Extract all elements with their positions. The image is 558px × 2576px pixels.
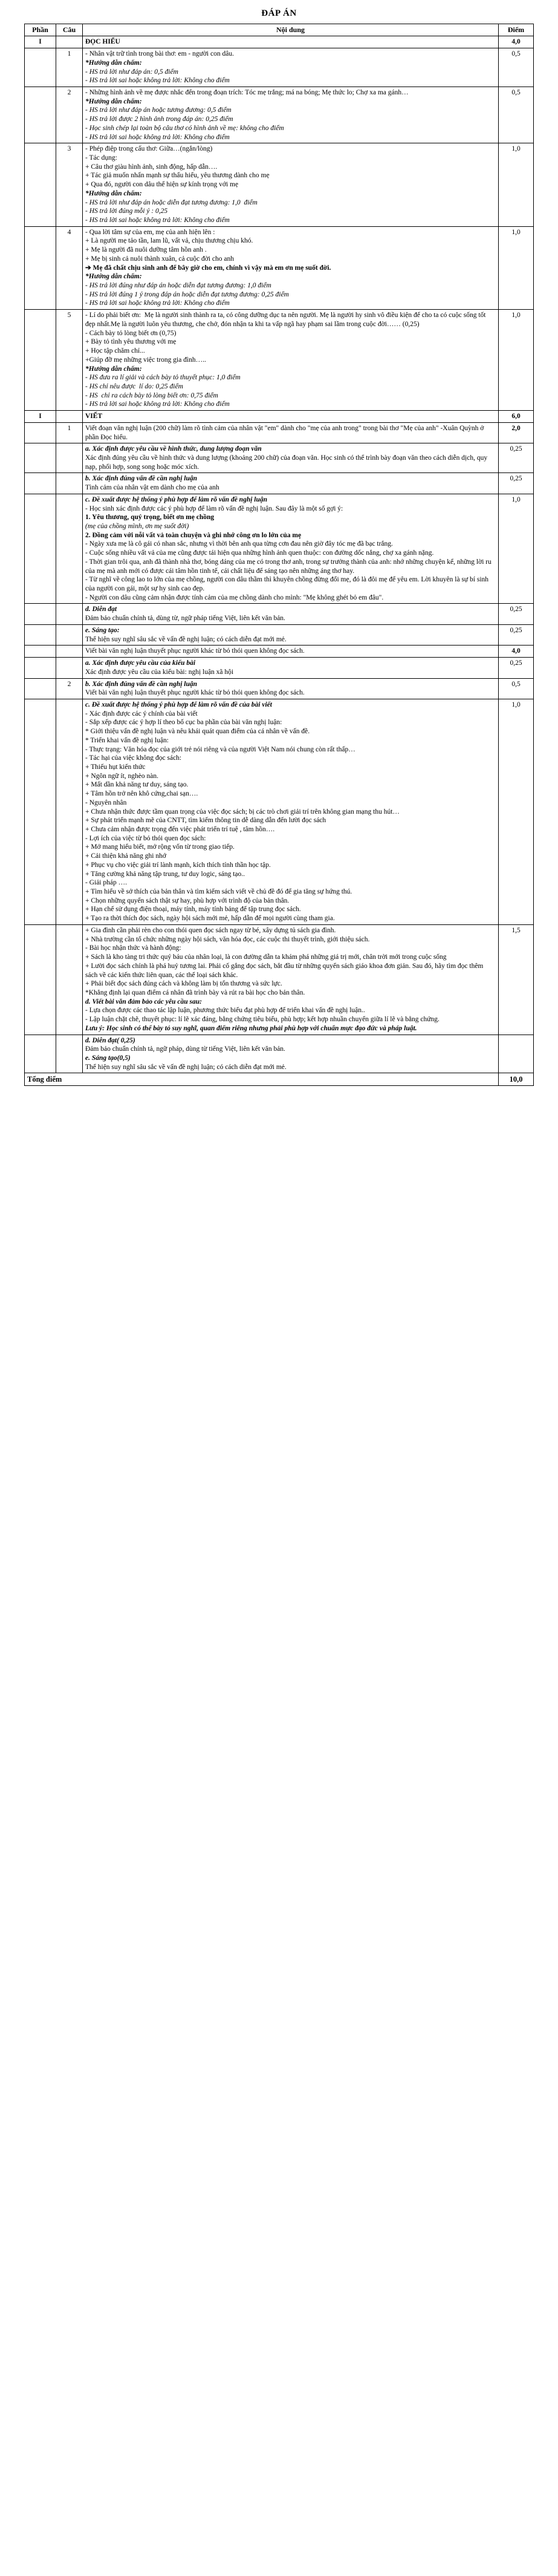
cau-blank [56,473,83,494]
part-blank [25,604,56,624]
section-score-viet: 6,0 [499,411,534,423]
cau1-item-b: b. Xác định đúng vấn đề cần nghị luận Tình cảm của nhân vật em dành cho mẹ của anh [83,473,499,494]
total-label: Tổng điểm [25,1073,499,1086]
part-blank [25,87,56,143]
cau1-item-e: e. Sáng tạo: Thể hiện suy nghĩ sâu sắc về vấn đề nghị luận; có cách diễn đạt mới mẻ. [83,624,499,645]
part-blank [25,310,56,411]
cau1-item-a: a. Xác định được yêu cầu về hình thức, dung lượng đoạn văn Xác định đúng yêu cầu về hình thức và dung lượng (khoảng 200 chữ) của đoạn văn. Học sinh có thể trình bày đoạn văn theo cách diễn dịch, quy nạp, phối hợp, song song hoặc móc xích. [83,443,499,473]
part-blank [25,924,56,1035]
cau-number: 5 [56,310,83,411]
cau-number: 1 [56,422,83,443]
cau2-item-a-score: 0,25 [499,658,534,678]
part-label-1: I [25,36,56,48]
cau2-intro: Viết bài văn nghị luận thuyết phục người khác từ bỏ thói quen không đọc sách. [83,646,499,658]
table-row [25,36,534,48]
cau2-item-d2: d. Diễn đạt( 0,25) Đảm bảo chuẩn chính tả, ngữ pháp, dùng từ tiếng Việt, liên kết văn bản. e. Sáng tạo(0,5) Thể hiện suy nghĩ sâu sắc về vấn đề nghị luận; có cách diễn đạt mới mẻ. [83,1035,499,1073]
table-row [25,624,534,645]
cau-content: - Qua lời tâm sự của em, mẹ của anh hiện lên : + Là người mẹ tảo tần, lam lũ, vất vả, chịu thương chịu khó. + Mẹ là người đã nuôi dưỡng tâm hồn anh . + Mẹ bị sinh cả nuôi thành xuân, cả cuộc đời cho anh ➔ Mẹ đã chất chịu sinh anh để bây giờ cho em, chính vì vậy mà em ơn mẹ suốt đời. *Hướng dẫn chấm: - HS trả lời đúng như đáp án hoặc diễn đạt tương đương: 1,0 điểm - HS trả lời đúng 1 ý trong đáp án hoặc diễn đạt tương đương: 0,25 điểm - HS trả lời sai hoặc không trả lời: Không cho điểm [83,226,499,309]
table-row [25,310,534,411]
part-blank [25,678,56,699]
part-blank [25,646,56,658]
table-header-row [25,24,534,36]
part-blank [25,494,56,604]
cau-content: - Nhân vật trữ tình trong bài thơ: em - người con dâu. *Hướng dẫn chấm: - HS trả lời như đáp án: 0,5 điểm - HS trả lời sai hoặc không trả lời: Không cho điểm [83,48,499,87]
cau-score: 0,5 [499,87,534,143]
cau1-item-d: d. Diễn đạt Đảm bảo chuẩn chính tả, dùng từ, ngữ pháp tiếng Việt, liên kết văn bản. [83,604,499,624]
cau-empty-1 [56,36,83,48]
cau2-item-c-score: 1,0 [499,699,534,924]
cau1-item-d-score: 0,25 [499,604,534,624]
cau-number: 2 [56,87,83,143]
cau-blank [56,699,83,924]
part-blank [25,443,56,473]
table-row [25,226,534,309]
cau-number: 3 [56,143,83,226]
cau2-item-b-score: 0,5 [499,678,534,699]
cau-blank [56,624,83,645]
page-title: ĐÁP ÁN [261,8,297,18]
cau-blank [56,604,83,624]
cau-blank [56,443,83,473]
table-row [25,443,534,473]
part-blank [25,1035,56,1073]
part-blank [25,473,56,494]
table-row [25,473,534,494]
cau-score: 1,0 [499,143,534,226]
col-header-phan: Phần [25,24,56,36]
cau1-item-e-score: 0,25 [499,624,534,645]
cau1-item-b-score: 0,25 [499,473,534,494]
cau2-item-b: b. Xác định đúng vấn đề cần nghị luận Viết bài văn nghị luận thuyết phục người khác từ bỏ thói quen không đọc sách. [83,678,499,699]
cau1-score: 2,0 [499,422,534,443]
table-row [25,87,534,143]
cau-blank [56,924,83,1035]
cau-content: - Những hình ảnh về mẹ được nhắc đến trong đoạn trích: Tóc mẹ trắng; má na bóng; Mẹ thức lo; Chợ xa ma gánh… *Hướng dẫn chấm: - HS trả lời như đáp án hoặc tương đương: 0,5 điểm - HS trả lời được 2 hình ảnh trong đáp án: 0,25 điểm - Học sinh chép lại toàn bộ câu thơ có hình ảnh về mẹ: không cho điểm - HS trả lời sai hoặc không trả lời: Không cho điểm [83,87,499,143]
table-row [25,411,534,423]
answer-key-table [24,24,534,1086]
part-label-2: I [25,411,56,423]
table-row [25,658,534,678]
cau2-item-d-score: 1,5 [499,924,534,1035]
part-blank [25,422,56,443]
cau-score: 1,0 [499,226,534,309]
table-row [25,1035,534,1073]
cau-number: 4 [56,226,83,309]
col-header-noidung: Nội dung [83,24,499,36]
cau1-intro: Viết đoạn văn nghị luận (200 chữ) làm rõ tình cảm của nhân vật "em" dành cho "mẹ của anh trong" trong bài thơ "Mẹ của anh" -Xuân Quỳnh ở phần Đọc hiểu. [83,422,499,443]
col-header-diem: Điểm [499,24,534,36]
answer-key-page [0,0,558,1104]
part-blank [25,226,56,309]
table-row [25,604,534,624]
table-row [25,678,534,699]
table-row [25,422,534,443]
part-blank [25,48,56,87]
cau-content: - Phép điệp trong cấu thơ: Giữa…(ngắn/lòng) - Tác dụng: + Câu thơ giàu hình ảnh, sinh động, hấp dẫn…. + Tác giả muốn nhấn mạnh sự thấu hiểu, yêu thương dành cho mẹ + Qua đó, người con dâu thể hiện sự kính trọng với mẹ *Hướng dẫn chấm: - HS trả lời như đáp án hoặc diễn đạt tương đương: 1,0 điểm - HS trả lời đúng mỗi ý : 0,25 - HS trả lời sai hoặc không trả lời: Không cho điểm [83,143,499,226]
cau-number: 1 [56,48,83,87]
cau2-item-a: a. Xác định được yêu cầu của kiểu bài Xác định được yêu cầu của kiểu bài: nghị luận xã hội [83,658,499,678]
cau-content: - Lí do phải biết ơn: Mẹ là người sinh thành ra ta, có công dưỡng dục ta nên người. Mẹ là người hy sinh vô điều kiện để cho ta có cuộc sống tốt đẹp nhất.Mẹ là người luôn yêu thương, che chở, đón nhận ta khi ta vấp ngã hay phạm sai lầm trong cuộc đời…… (0,25) - Cách bày tỏ lòng biết ơn (0,75) + Bày tỏ tình yêu thương với mẹ + Học tập chăm chỉ... +Giúp đỡ mẹ những việc trong gia đình….. *Hướng dẫn chấm: - HS đưa ra lí giải và cách bày tỏ thuyết phục: 1,0 điểm - HS chỉ nêu được lí do: 0,25 điểm - HS chỉ ra cách bày tỏ lòng biết ơn: 0,75 điểm - HS trả lời sai hoặc không trả lời: Không cho điểm [83,310,499,411]
cau-number-2: 2 [56,678,83,699]
total-row [25,1073,534,1086]
cau-blank [56,658,83,678]
cau-blank [56,646,83,658]
table-row [25,699,534,924]
cau2-item-c: c. Đề xuất được hệ thống ý phù hợp để làm rõ vấn đề của bài viết - Xác định được các ý chính của bài viết - Sắp xếp được các ý hợp lí theo bố cục ba phần của bài văn nghị luận: * Giới thiệu vấn đề nghị luận và nêu khái quát quan điểm của cá nhân về vấn đề. * Triển khai vấn đề nghị luận: - Thực trạng: Văn hóa đọc của giới trẻ nói riêng và của người Việt Nam nói chung còn rất thấp… - Tác hại của việc không đọc sách: + Thiếu hụt kiến thức + Ngôn ngữ ít, nghèo nàn. + Mất dần khả năng tư duy, sáng tạo. + Tâm hồn trở nên khô cứng,chai sạn…. - Nguyên nhân + Chưa nhận thức được tầm quan trọng của việc đọc sách; bị các trò chơi giải trí trên không gian mạng thu hút… + Sự phát triển mạnh mẽ của CNTT, tìm kiếm thông tin dễ dàng dẫn đến lười đọc sách + Chưa cảm nhận được trọng đến việc phát triển trí tuệ , tâm hồn…. - Lợi ích của việc từ bỏ thói quen đọc sách: + Mở mang hiểu biết, mở rộng vốn từ trong giao tiếp. + Cải thiện khả năng ghi nhớ + Phục vụ cho việc giải trí lành mạnh, kích thích tính thần học tập. + Tăng cường khả năng tập trung, tư duy logic, sáng tạo.. - Giải pháp …. + Tìm hiểu về sở thích của bản thân và tìm kiếm sách viết về chủ đề đó để gia tăng sự hứng thú. + Chọn những quyển sách thật sự hay, phù hợp với trình độ của bản thân. + Hạn chế sử dụng điện thoại, máy tính, máy tính bảng để tập trung đọc sách. + Tạo ra thời thích đọc sách, ngày hội sách mới mẻ, hấp dẫn để mọi người cùng tham gia. [83,699,499,924]
cau-score: 1,0 [499,310,534,411]
section-score-dochieu: 4,0 [499,36,534,48]
part-blank [25,699,56,924]
table-row [25,646,534,658]
part-blank [25,658,56,678]
part-blank [25,624,56,645]
cau-score: 0,5 [499,48,534,87]
total-score: 10,0 [499,1073,534,1086]
cau1-item-c: c. Đề xuất được hệ thống ý phù hợp để làm rõ vấn đề nghị luận - Học sinh xác định được các ý phù hợp để làm rõ vấn đề nghị luận. Sau đây là một số gợi ý: 1. Yêu thương, quý trọng, biết ơn mẹ chồng (mẹ của chồng mình, ơn mẹ suốt đời) 2. Đồng cảm với nỗi vất vả toàn chuyện và ghi nhớ công ơn lo lớn của mẹ - Ngày xưa mẹ là cô gái có nhan sắc, nhưng vì thời bên anh qua từng cơn đau nên giờ đây tóc mẹ đã bạc trắng. - Cuộc sống nhiều vất vả của mẹ cũng được tái hiện qua những hình ảnh quen thuộc: con đường dốc nắng, chợ xa gánh nặng. - Thời gian trôi qua, anh đã thành nhà thơ, bóng dáng của mẹ có trong thơ anh, trong sự trưởng thành của anh: nhớ những chuyện kể, những lời ru của mẹ mà anh mới có được cái tâm hồn tinh tế, cái chất liệu để sáng tạo nên những áng thơ hay. - Từ nghĩ về công lao to lớn của mẹ chồng, người con dâu thầm thì khuyên chồng đừng đổi mẹ, đó là đôi mẹ để yêu em. Lời khuyên là sự bí sinh của người con gái, một sự hy sinh cao đẹp. - Người con dâu cũng cảm nhận được tính cảm của mẹ chồng dành cho mình: "Mẹ không ghét bỏ em đâu". [83,494,499,604]
part-blank [25,143,56,226]
section-heading-dochieu: ĐỌC HIỂU [83,36,499,48]
cau2-item-d2-score [499,1035,534,1073]
table-row [25,494,534,604]
cau2-score: 4,0 [499,646,534,658]
section-heading-viet: VIẾT [83,411,499,423]
table-row [25,48,534,87]
table-row [25,143,534,226]
cau1-item-c-score: 1,0 [499,494,534,604]
table-row [25,924,534,1035]
cau1-item-a-score: 0,25 [499,443,534,473]
cau-empty-2 [56,411,83,423]
cau-blank [56,1035,83,1073]
cau-blank [56,494,83,604]
cau2-item-d: + Gia đình cần phải rèn cho con thói quen đọc sách ngay từ bé, xây dựng tủ sách gia đình. + Nhà trường cần tổ chức những ngày hội sách, văn hóa đọc, các cuộc thi thuyết trình, giới thiệu sách. - Bài học nhận thức và hành động: + Sách là kho tàng tri thức quý báu của nhân loại, là con đường dẫn ta khám phá những giá trị mới, chân trời mới trong cuộc sống + Lười đọc sách chính là phá huỷ tương lai. Phải cố gắng đọc sách, bắt đầu từ những quyển sách giáo khoa đơn giản. Sau đó, hãy tìm đọc thêm sách về các kiến thức liên quan, các thể loại sách khác. + Phải biết đọc sách đúng cách và không làm bị tổn thương và sức lực. *Khẳng định lại quan điểm cá nhân đã trình bày và rút ra bài học cho bản thân. d. Viết bài văn đảm bảo các yêu cầu sau: - Lựa chọn được các thao tác lập luận, phương thức biểu đạt phù hợp để triển khai vấn đề nghị luận.. - Lập luận chặt chẽ, thuyết phục: lí lẽ xác đáng, bằng chứng tiêu biểu, phù hợp; kết hợp nhuần chuyển giữa lí lẽ và bằng chứng. Lưu ý: Học sinh có thể bày tỏ suy nghĩ, quan điểm riêng nhưng phải phù hợp với chuẩn mực đạo đức và pháp luật. [83,924,499,1035]
col-header-cau: Câu [56,24,83,36]
